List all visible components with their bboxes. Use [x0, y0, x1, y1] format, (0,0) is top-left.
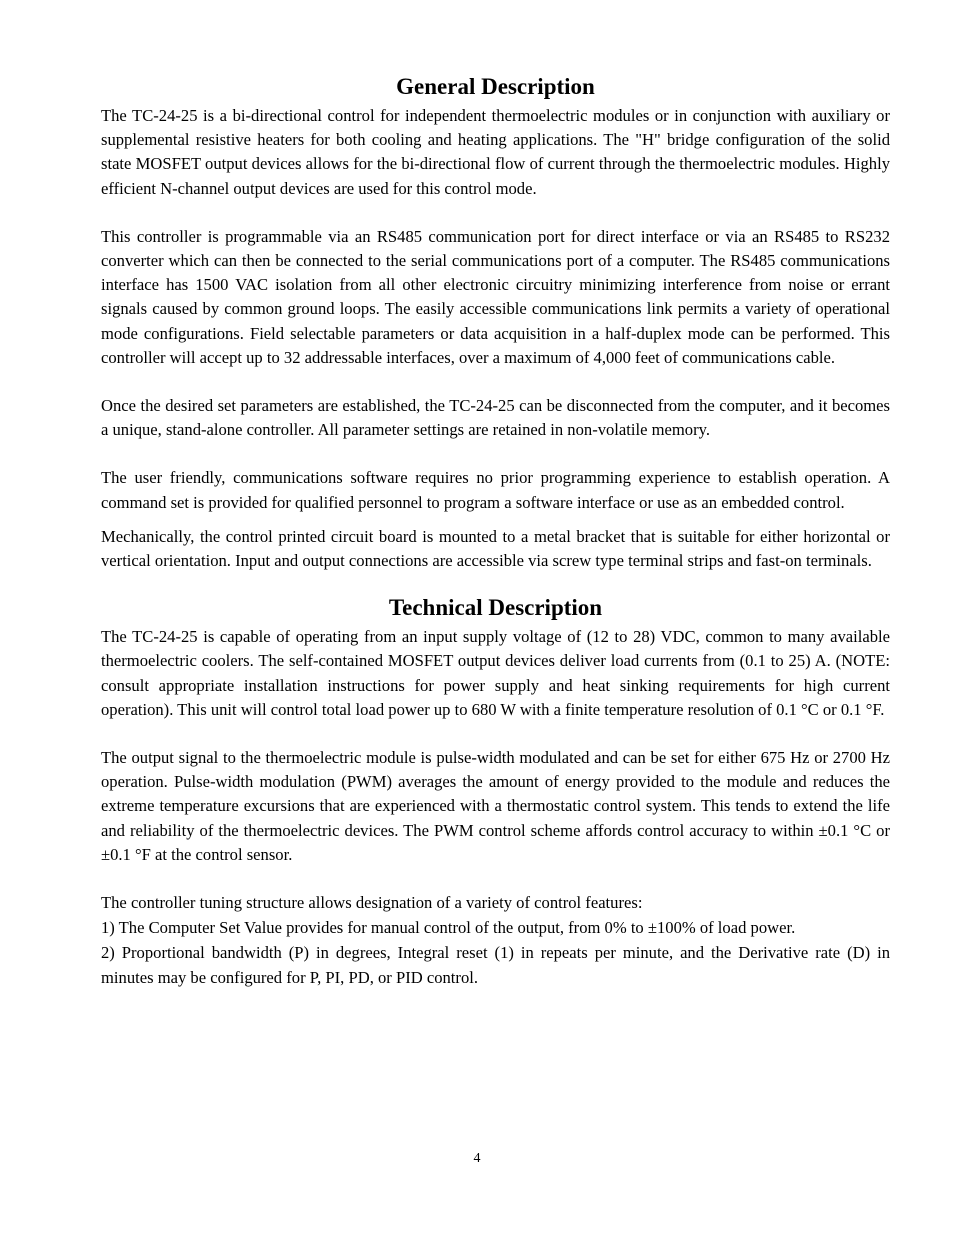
list-item: 2) Proportional bandwidth (P) in degrees, Integral reset (1) in repeats per minute, and the Derivative rate (D) in minutes may be configured for P, PI, PD, or PID control. [101, 943, 890, 988]
technical-paragraph-1: The TC-24-25 is capable of operating from an input supply voltage of (12 to 28) VDC, common to many available thermoelectric coolers. The self-contained MOSFET output devices deliver load currents from (0.1 to 25) A. (NOTE: consult appropriate installation instructions for power supply and heat sinking requirements for high current operation). This unit will control total load power up to 680 W with a finite temperature resolution of 0.1 °C or 0.1 °F. [101, 627, 890, 719]
page-number: 4 [473, 1151, 481, 1166]
document-page [101, 70, 890, 990]
control-features-list [101, 915, 890, 990]
list-item: 1) The Computer Set Value provides for manual control of the output, from 0% to ±100% of load power. [101, 918, 796, 938]
general-paragraph-4: The user friendly, communications software requires no prior programming experience to establish operation. A command set is provided for qualified personnel to program a software interface or use as an embedded control. [101, 468, 890, 512]
technical-description-heading: Technical Description [388, 595, 603, 621]
technical-paragraph-2: The output signal to the thermoelectric module is pulse-width modulated and can be set for either 675 Hz or 2700 Hz operation. Pulse-width modulation (PWM) averages the amount of energy provided to the module and reduces the extreme temperature excursions that are experienced with a thermostatic control system. This tends to extend the life and reliability of the thermoelectric devices. The PWM control scheme affords control accuracy to within ±0.1 °C or ±0.1 °F at the control sensor. [101, 748, 890, 864]
general-description-heading: General Description [396, 74, 595, 99]
technical-paragraph-3: The controller tuning structure allows designation of a variety of control features: [101, 893, 643, 913]
general-paragraph-5: Mechanically, the control printed circuit board is mounted to a metal bracket that is suitable for either horizontal or vertical orientation. Input and output connections are accessible via screw type terminal strips and fast-on terminals. [101, 526, 890, 571]
general-paragraph-3: Once the desired set parameters are established, the TC-24-25 can be disconnected from the computer, and it becomes a unique, stand-alone controller. All parameter settings are retained in non-volatile memory. [101, 396, 890, 440]
general-paragraph-2: This controller is programmable via an RS485 communication port for direct interface or via an RS485 to RS232 converter which can then be connected to the serial communications port of a computer. The RS485 communications interface has 1500 VAC isolation from all other electronic circuitry minimizing interference from noise or errant signals caused by common ground loops. The easily accessible communications link permits a variety of operational mode configurations. Field selectable parameters or data acquisition in a half-duplex mode can be performed. This controller will accept up to 32 addressable interfaces, over a maximum of 4,000 feet of communications cable. [101, 226, 890, 367]
general-paragraph-1: The TC-24-25 is a bi-directional control for independent thermoelectric modules or in conjunction with auxiliary or supplemental resistive heaters for both cooling and heating applications. The "H" bridge configuration of the solid state MOSFET output devices allows for the bi-directional flow of current through the thermoelectric modules. Highly efficient N-channel output devices are used for this control mode. [101, 106, 890, 198]
